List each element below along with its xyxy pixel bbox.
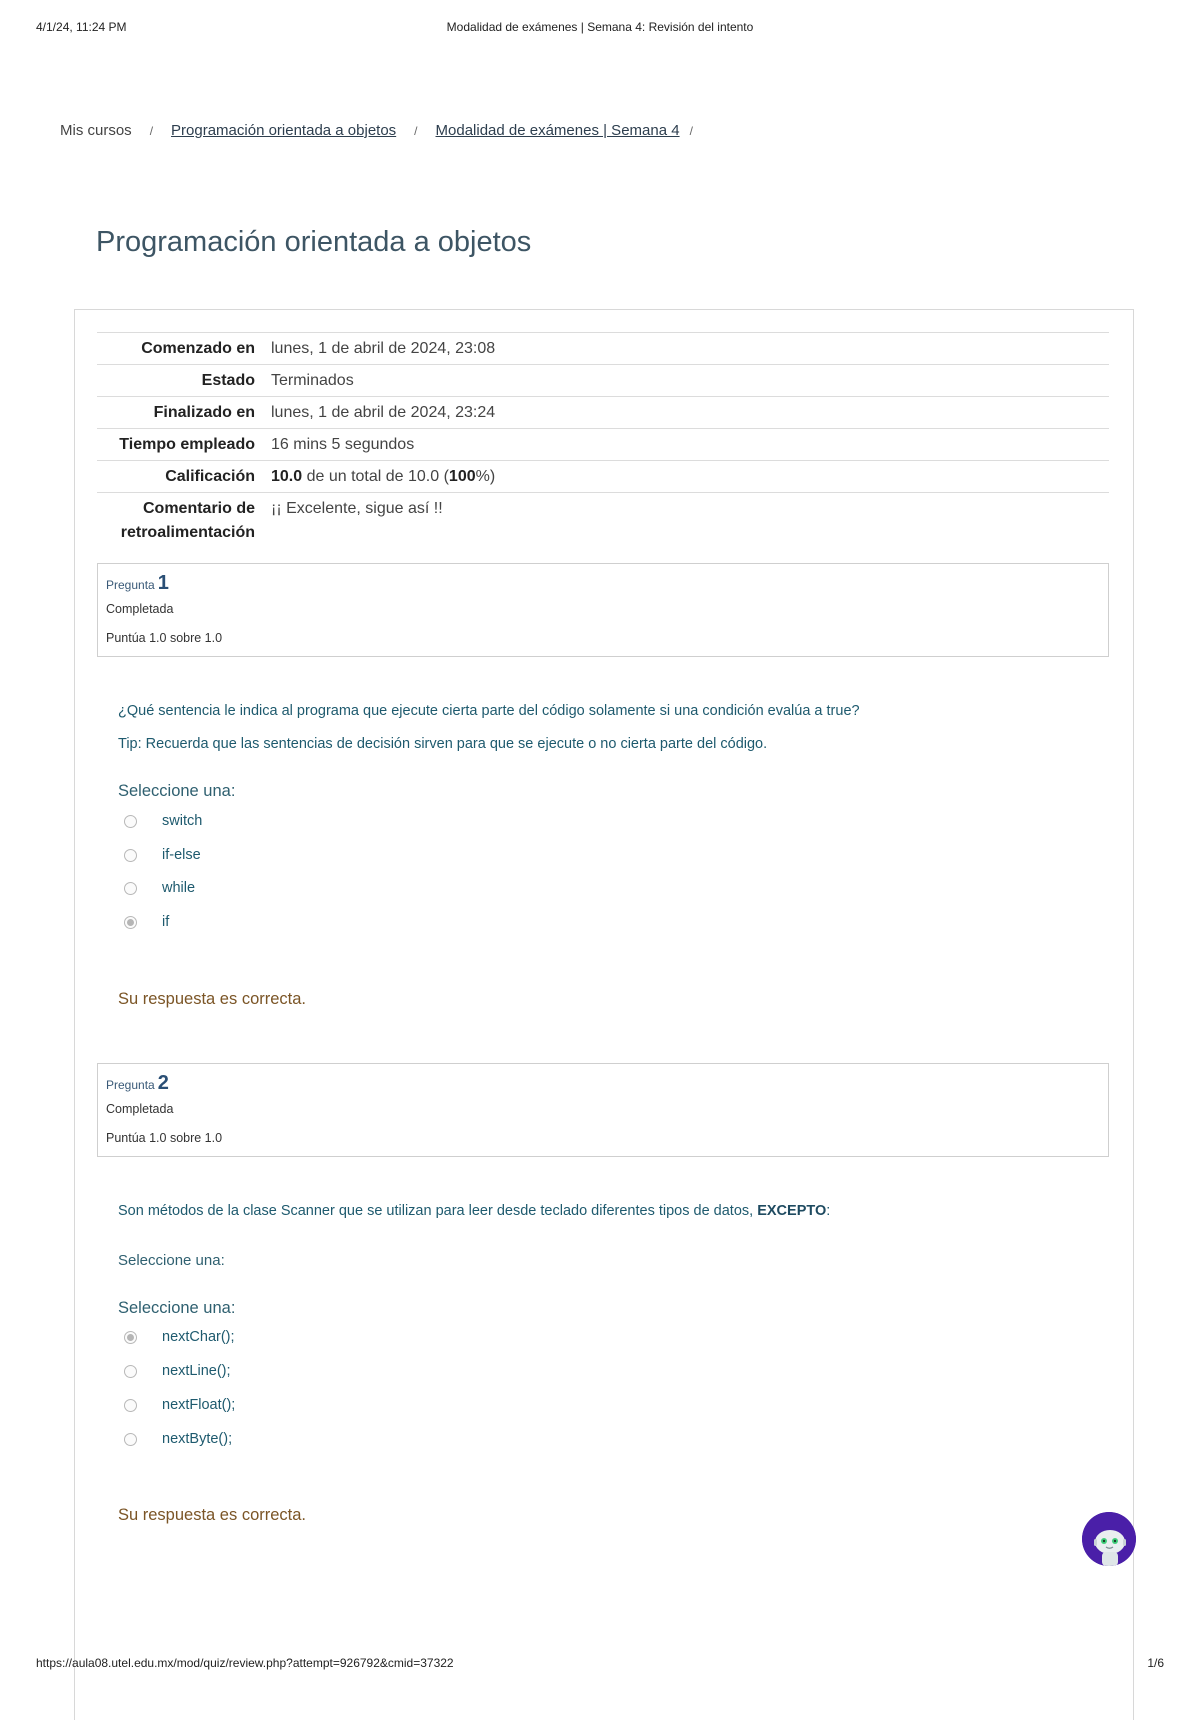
breadcrumb-quiz-link[interactable]: Modalidad de exámenes | Semana 4 (435, 122, 680, 139)
answer-option[interactable] (124, 1327, 235, 1347)
select-one-inline: Seleccione una: (118, 1252, 225, 1269)
question-text-bold: EXCEPTO (757, 1203, 827, 1219)
print-page-number: 1/6 (1147, 1656, 1164, 1670)
answer-label: if-else (162, 847, 201, 863)
summary-row-finished (97, 397, 1109, 429)
breadcrumb-separator: / (414, 124, 418, 138)
radio-button[interactable] (124, 815, 137, 828)
finished-label: Finalizado en (153, 404, 255, 421)
answer-option[interactable] (124, 845, 201, 865)
feedback-label: Comentario de retroalimentación (120, 500, 255, 541)
print-header (36, 20, 1164, 40)
breadcrumb (60, 122, 711, 139)
question-tip: Tip: Recuerda que las sentencias de decisión sirven para que se ejecute o no cierta parte del código. (118, 736, 768, 752)
breadcrumb-separator: / (689, 124, 693, 138)
grade-value (263, 461, 1109, 493)
summary-row-feedback (97, 493, 1109, 549)
answer-label: while (162, 880, 196, 896)
grade-label: Calificación (165, 468, 255, 485)
answer-label: nextLine(); (162, 1363, 231, 1379)
answer-label: nextChar(); (162, 1329, 235, 1345)
robot-icon (1082, 1512, 1136, 1566)
answer-option[interactable] (124, 1429, 232, 1449)
finished-value: lunes, 1 de abril de 2024, 23:24 (271, 404, 496, 421)
grade-score: 10.0 (271, 468, 303, 485)
question-info-1 (97, 563, 1109, 657)
breadcrumb-course-link[interactable]: Programación orientada a objetos (171, 122, 397, 139)
question-text: ¿Qué sentencia le indica al programa que ejecute cierta parte del código solamente si una condición evalúa a true? (118, 703, 860, 719)
breadcrumb-my-courses[interactable]: Mis cursos (60, 122, 132, 139)
answer-label: nextByte(); (162, 1431, 233, 1447)
question-info-2 (97, 1063, 1109, 1157)
state-value: Terminados (271, 372, 354, 389)
grade-mid: de un total de 10.0 ( (302, 468, 449, 485)
state-label: Estado (201, 372, 255, 389)
answer-feedback: Su respuesta es correcta. (118, 990, 307, 1008)
started-label: Comenzado en (141, 340, 255, 357)
question-state: Completada (106, 602, 174, 616)
print-url: https://aula08.utel.edu.mx/mod/quiz/review.php?attempt=926792&cmid=37322 (36, 1656, 454, 1670)
print-title: Modalidad de exámenes | Semana 4: Revisión del intento (446, 20, 754, 34)
radio-button-selected[interactable] (124, 1331, 137, 1344)
summary-row-grade (97, 461, 1109, 493)
question-prefix: Pregunta (106, 1078, 155, 1092)
answer-option[interactable] (124, 811, 202, 831)
question-number (106, 1072, 169, 1095)
attempt-summary-table (97, 332, 1109, 548)
question-text-main: Son métodos de la clase Scanner que se utilizan para leer desde teclado diferentes tipos de datos, (118, 1203, 758, 1219)
question-state: Completada (106, 1102, 174, 1116)
question-text-end: : (826, 1203, 831, 1219)
radio-button-selected[interactable] (124, 916, 137, 929)
question-number (106, 572, 169, 595)
summary-row-time (97, 429, 1109, 461)
summary-row-state (97, 365, 1109, 397)
page-title: Programación orientada a objetos (96, 226, 532, 258)
radio-button[interactable] (124, 1365, 137, 1378)
radio-button[interactable] (124, 849, 137, 862)
select-one-prompt: Seleccione una: (118, 1299, 236, 1317)
feedback-value: ¡¡ Excelente, sigue así !! (271, 500, 443, 517)
answer-option[interactable] (124, 1361, 231, 1381)
summary-row-started (97, 333, 1109, 365)
grade-percent: 100 (448, 468, 476, 485)
time-value: 16 mins 5 segundos (271, 436, 415, 453)
select-one-prompt: Seleccione una: (118, 782, 236, 800)
question-number-value: 1 (157, 572, 169, 594)
print-footer (36, 1656, 1164, 1676)
time-label: Tiempo empleado (119, 436, 255, 453)
radio-button[interactable] (124, 1433, 137, 1446)
question-grade: Puntúa 1.0 sobre 1.0 (106, 1131, 223, 1145)
chatbot-icon[interactable] (1082, 1512, 1136, 1566)
question-grade: Puntúa 1.0 sobre 1.0 (106, 631, 223, 645)
question-number-value: 2 (157, 1072, 169, 1094)
radio-button[interactable] (124, 882, 137, 895)
radio-button[interactable] (124, 1399, 137, 1412)
answer-label: if (162, 914, 170, 930)
answer-option[interactable] (124, 878, 195, 898)
print-datetime: 4/1/24, 11:24 PM (36, 20, 127, 34)
question-prefix: Pregunta (106, 578, 155, 592)
question-text (118, 1203, 830, 1219)
started-value: lunes, 1 de abril de 2024, 23:08 (271, 340, 496, 357)
answer-option[interactable] (124, 912, 169, 932)
grade-end: %) (475, 468, 496, 485)
answer-option[interactable] (124, 1395, 235, 1415)
answer-label: switch (162, 813, 203, 829)
answer-label: nextFloat(); (162, 1397, 236, 1413)
breadcrumb-separator: / (149, 124, 154, 138)
answer-feedback: Su respuesta es correcta. (118, 1506, 307, 1524)
